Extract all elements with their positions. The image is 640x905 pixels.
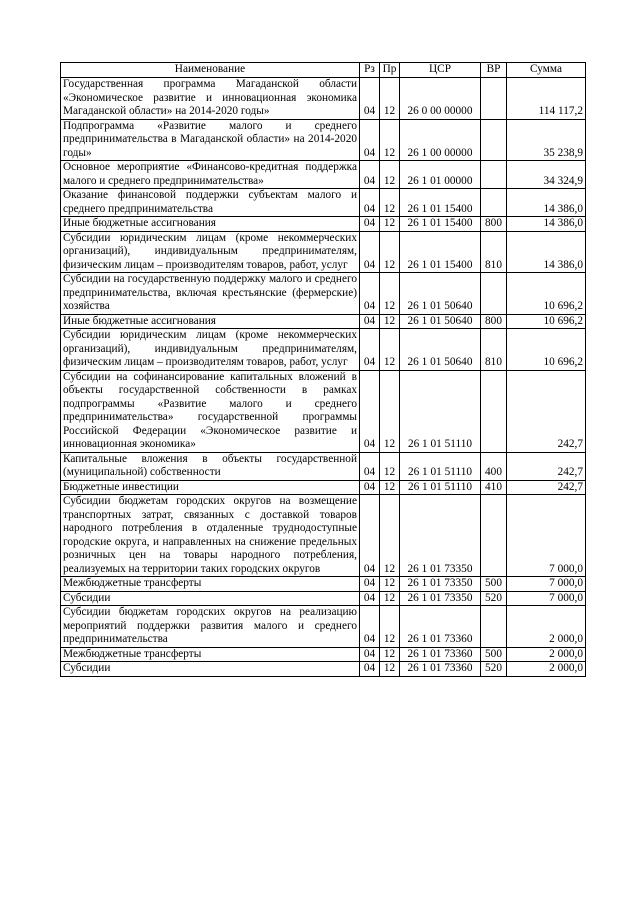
cell-pr: 12 bbox=[380, 189, 400, 217]
cell-name: Подпрограмма «Развитие малого и среднего предпринимательства в Магаданской области» на 2014-2020 годы» bbox=[61, 119, 360, 161]
cell-csr: 26 1 01 50640 bbox=[400, 314, 481, 329]
cell-vr: 810 bbox=[481, 329, 507, 371]
cell-sum: 10 696,2 bbox=[507, 329, 586, 371]
cell-pr: 12 bbox=[380, 480, 400, 495]
cell-name: Оказание финансовой поддержки субъектам малого и среднего предпринимательства bbox=[61, 189, 360, 217]
cell-rz: 04 bbox=[360, 231, 380, 273]
table-row bbox=[61, 452, 586, 480]
table-row bbox=[61, 119, 586, 161]
cell-csr: 26 1 01 15400 bbox=[400, 189, 481, 217]
cell-rz: 04 bbox=[360, 273, 380, 315]
cell-pr: 12 bbox=[380, 161, 400, 189]
header-name: Наименование bbox=[61, 63, 360, 78]
cell-name: Субсидии на софинансирование капитальных вложений в объекты государственной собственности в рамках подпрограммы «Развитие малого и среднего предпринимательства» государственной программы Российской Федерации «Экономическое развитие и инновационная экономика» bbox=[61, 370, 360, 452]
cell-rz: 04 bbox=[360, 119, 380, 161]
cell-csr: 26 1 01 51110 bbox=[400, 480, 481, 495]
cell-rz: 04 bbox=[360, 329, 380, 371]
cell-vr: 410 bbox=[481, 480, 507, 495]
table-row bbox=[61, 273, 586, 315]
cell-vr: 520 bbox=[481, 662, 507, 677]
cell-csr: 26 1 01 73350 bbox=[400, 591, 481, 606]
table-row bbox=[61, 314, 586, 329]
table-row bbox=[61, 231, 586, 273]
cell-sum: 35 238,9 bbox=[507, 119, 586, 161]
cell-vr: 400 bbox=[481, 452, 507, 480]
cell-name: Субсидии bbox=[61, 662, 360, 677]
cell-sum: 2 000,0 bbox=[507, 662, 586, 677]
cell-name: Бюджетные инвестиции bbox=[61, 480, 360, 495]
cell-csr: 26 1 01 50640 bbox=[400, 329, 481, 371]
cell-vr: 520 bbox=[481, 591, 507, 606]
cell-csr: 26 1 01 73360 bbox=[400, 606, 481, 648]
cell-rz: 04 bbox=[360, 314, 380, 329]
cell-csr: 26 1 01 73350 bbox=[400, 495, 481, 577]
cell-csr: 26 1 00 00000 bbox=[400, 119, 481, 161]
cell-sum: 34 324,9 bbox=[507, 161, 586, 189]
cell-vr: 500 bbox=[481, 647, 507, 662]
cell-vr: 800 bbox=[481, 217, 507, 232]
cell-sum: 14 386,0 bbox=[507, 189, 586, 217]
cell-sum: 7 000,0 bbox=[507, 577, 586, 592]
cell-sum: 2 000,0 bbox=[507, 606, 586, 648]
table-row bbox=[61, 161, 586, 189]
table-row bbox=[61, 577, 586, 592]
cell-rz: 04 bbox=[360, 606, 380, 648]
cell-pr: 12 bbox=[380, 452, 400, 480]
cell-sum: 114 117,2 bbox=[507, 78, 586, 120]
cell-vr bbox=[481, 119, 507, 161]
table-row bbox=[61, 189, 586, 217]
cell-csr: 26 1 01 73360 bbox=[400, 662, 481, 677]
cell-vr bbox=[481, 495, 507, 577]
cell-pr: 12 bbox=[380, 119, 400, 161]
cell-name: Государственная программа Магаданской области «Экономическое развитие и инновационная экономика Магаданской области» на 2014-2020 годы» bbox=[61, 78, 360, 120]
cell-vr: 810 bbox=[481, 231, 507, 273]
cell-csr: 26 1 01 73360 bbox=[400, 647, 481, 662]
cell-csr: 26 1 01 15400 bbox=[400, 231, 481, 273]
cell-rz: 04 bbox=[360, 217, 380, 232]
cell-pr: 12 bbox=[380, 495, 400, 577]
cell-vr bbox=[481, 370, 507, 452]
cell-rz: 04 bbox=[360, 577, 380, 592]
cell-rz: 04 bbox=[360, 78, 380, 120]
cell-pr: 12 bbox=[380, 231, 400, 273]
cell-pr: 12 bbox=[380, 217, 400, 232]
cell-vr: 500 bbox=[481, 577, 507, 592]
cell-name: Субсидии бюджетам городских округов на возмещение транспортных затрат, связанных с доставкой товаров народного потребления в отдаленные труднодоступные городские округа, и направленных на снижение предельных розничных цен на товары народного потребления, реализуемых на территории таких городских округов bbox=[61, 495, 360, 577]
cell-csr: 26 1 01 51110 bbox=[400, 452, 481, 480]
cell-rz: 04 bbox=[360, 495, 380, 577]
header-rz: Рз bbox=[360, 63, 380, 78]
header-vr: ВР bbox=[481, 63, 507, 78]
cell-sum: 14 386,0 bbox=[507, 231, 586, 273]
cell-csr: 26 1 01 00000 bbox=[400, 161, 481, 189]
cell-name: Капитальные вложения в объекты государственной (муниципальной) собственности bbox=[61, 452, 360, 480]
cell-rz: 04 bbox=[360, 370, 380, 452]
cell-pr: 12 bbox=[380, 273, 400, 315]
cell-sum: 10 696,2 bbox=[507, 273, 586, 315]
cell-pr: 12 bbox=[380, 78, 400, 120]
cell-rz: 04 bbox=[360, 480, 380, 495]
cell-name: Субсидии bbox=[61, 591, 360, 606]
cell-sum: 242,7 bbox=[507, 452, 586, 480]
cell-sum: 242,7 bbox=[507, 480, 586, 495]
cell-sum: 7 000,0 bbox=[507, 495, 586, 577]
cell-rz: 04 bbox=[360, 189, 380, 217]
cell-vr bbox=[481, 189, 507, 217]
cell-rz: 04 bbox=[360, 452, 380, 480]
table-header-row bbox=[61, 63, 586, 78]
table-row bbox=[61, 647, 586, 662]
table-row bbox=[61, 217, 586, 232]
cell-sum: 7 000,0 bbox=[507, 591, 586, 606]
table-row bbox=[61, 591, 586, 606]
cell-rz: 04 bbox=[360, 647, 380, 662]
cell-sum: 242,7 bbox=[507, 370, 586, 452]
cell-csr: 26 1 01 50640 bbox=[400, 273, 481, 315]
header-pr: Пр bbox=[380, 63, 400, 78]
cell-pr: 12 bbox=[380, 314, 400, 329]
cell-vr bbox=[481, 161, 507, 189]
cell-csr: 26 1 01 51110 bbox=[400, 370, 481, 452]
table-row bbox=[61, 78, 586, 120]
cell-name: Субсидии на государственную поддержку малого и среднего предпринимательства, включая крестьянские (фермерские) хозяйства bbox=[61, 273, 360, 315]
cell-rz: 04 bbox=[360, 662, 380, 677]
cell-vr bbox=[481, 78, 507, 120]
cell-name: Иные бюджетные ассигнования bbox=[61, 314, 360, 329]
header-csr: ЦСР bbox=[400, 63, 481, 78]
cell-vr: 800 bbox=[481, 314, 507, 329]
table-row bbox=[61, 329, 586, 371]
table-row bbox=[61, 606, 586, 648]
table-row bbox=[61, 370, 586, 452]
cell-rz: 04 bbox=[360, 161, 380, 189]
cell-pr: 12 bbox=[380, 647, 400, 662]
cell-pr: 12 bbox=[380, 662, 400, 677]
cell-csr: 26 1 01 15400 bbox=[400, 217, 481, 232]
table-row bbox=[61, 662, 586, 677]
table-row bbox=[61, 480, 586, 495]
cell-pr: 12 bbox=[380, 370, 400, 452]
header-sum: Сумма bbox=[507, 63, 586, 78]
cell-rz: 04 bbox=[360, 591, 380, 606]
cell-sum: 10 696,2 bbox=[507, 314, 586, 329]
cell-pr: 12 bbox=[380, 329, 400, 371]
cell-vr bbox=[481, 606, 507, 648]
cell-name: Субсидии юридическим лицам (кроме некоммерческих организаций), индивидуальным предпринимателям, физическим лицам – производителям товаров, работ, услуг bbox=[61, 231, 360, 273]
cell-vr bbox=[481, 273, 507, 315]
cell-name: Субсидии юридическим лицам (кроме некоммерческих организаций), индивидуальным предпринимателям, физическим лицам – производителям товаров, работ, услуг bbox=[61, 329, 360, 371]
cell-pr: 12 bbox=[380, 606, 400, 648]
cell-pr: 12 bbox=[380, 577, 400, 592]
cell-name: Иные бюджетные ассигнования bbox=[61, 217, 360, 232]
cell-csr: 26 0 00 00000 bbox=[400, 78, 481, 120]
cell-name: Субсидии бюджетам городских округов на реализацию мероприятий поддержки развития малого и среднего предпринимательства bbox=[61, 606, 360, 648]
cell-csr: 26 1 01 73350 bbox=[400, 577, 481, 592]
cell-name: Межбюджетные трансферты bbox=[61, 647, 360, 662]
cell-sum: 14 386,0 bbox=[507, 217, 586, 232]
cell-name: Межбюджетные трансферты bbox=[61, 577, 360, 592]
table-row bbox=[61, 495, 586, 577]
budget-table bbox=[60, 62, 586, 677]
cell-name: Основное мероприятие «Финансово-кредитная поддержка малого и среднего предпринимательства» bbox=[61, 161, 360, 189]
cell-sum: 2 000,0 bbox=[507, 647, 586, 662]
cell-pr: 12 bbox=[380, 591, 400, 606]
